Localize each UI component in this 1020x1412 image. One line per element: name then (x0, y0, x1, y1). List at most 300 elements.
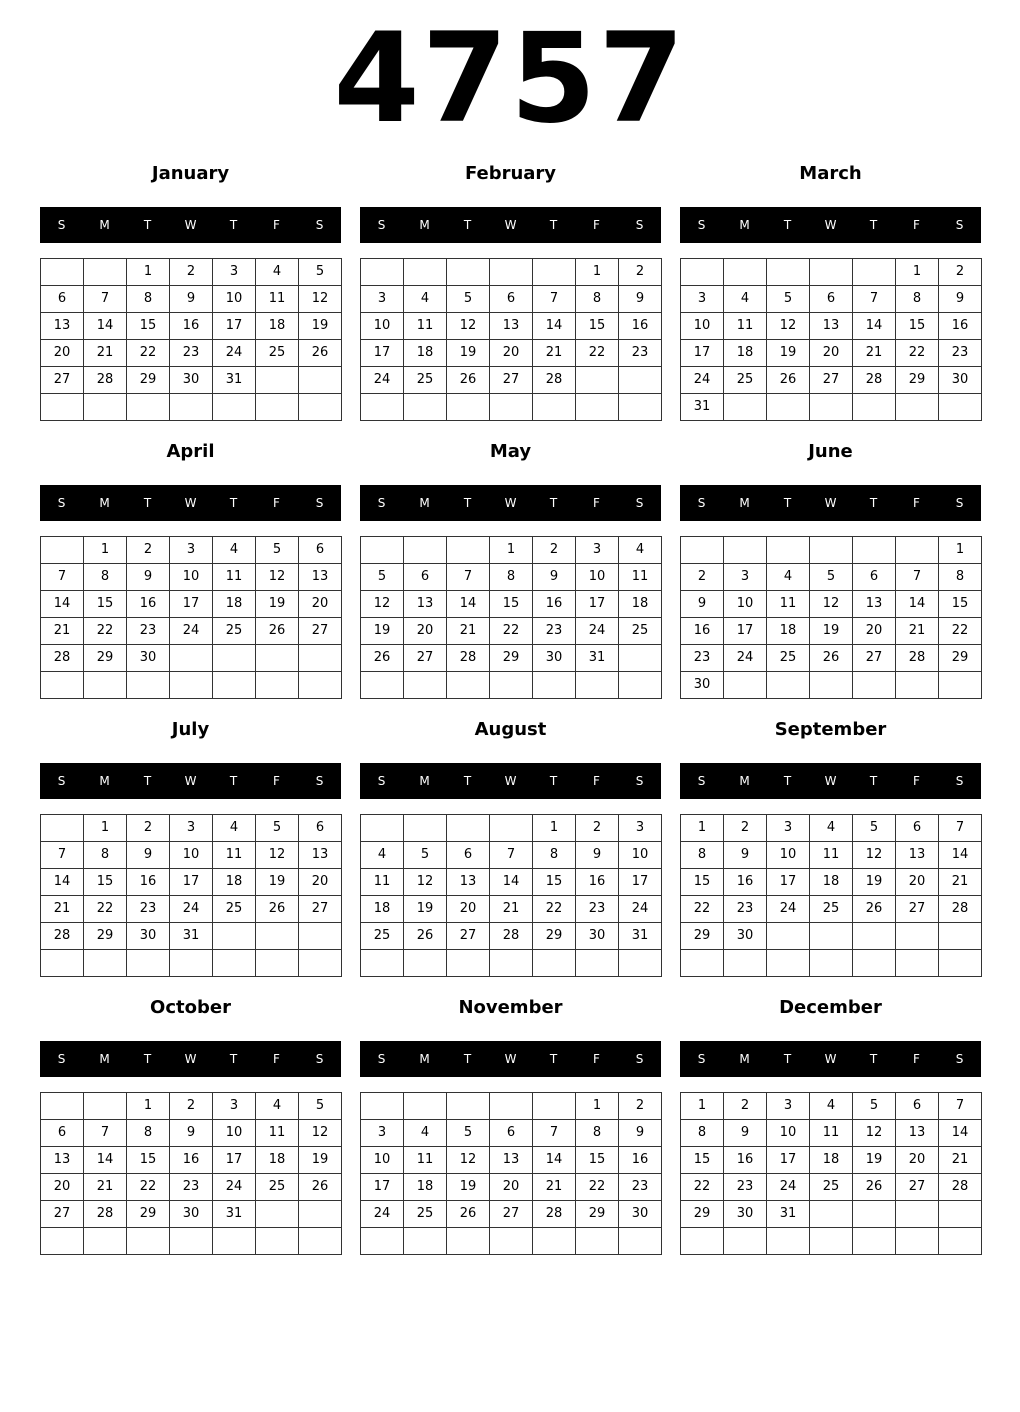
day-cell: 19 (299, 313, 342, 340)
week-row (41, 1228, 342, 1255)
day-cell: 7 (447, 564, 490, 591)
day-cell (767, 923, 810, 950)
weekday-label: S (315, 1052, 324, 1066)
week-row (41, 394, 342, 421)
month-august (360, 718, 661, 988)
day-cell: 18 (810, 869, 853, 896)
day-cell: 2 (170, 1093, 213, 1120)
day-cell: 13 (41, 313, 84, 340)
day-cell: 6 (447, 842, 490, 869)
day-cell: 17 (681, 340, 724, 367)
week-row (361, 1120, 662, 1147)
day-cell: 6 (490, 1120, 533, 1147)
month-title: March (799, 163, 862, 184)
day-cell: 12 (447, 1147, 490, 1174)
day-cell: 15 (490, 591, 533, 618)
weekday-header (40, 763, 341, 799)
day-cell (447, 815, 490, 842)
day-cell (84, 950, 127, 977)
weekday-label: M (419, 774, 430, 788)
week-row (41, 367, 342, 394)
day-cell: 19 (256, 591, 299, 618)
weekday-label: S (955, 496, 964, 510)
day-cell: 28 (939, 1174, 982, 1201)
weekday-label: W (184, 1052, 197, 1066)
weekday-label: T (783, 496, 792, 510)
day-cell: 22 (84, 618, 127, 645)
weekday-label: M (739, 1052, 750, 1066)
day-cell: 2 (576, 815, 619, 842)
month-march (680, 162, 981, 432)
weekday-label: F (593, 496, 600, 510)
weekday-label: S (697, 1052, 706, 1066)
day-cell: 17 (170, 869, 213, 896)
day-cell: 26 (767, 367, 810, 394)
day-cell: 4 (810, 815, 853, 842)
day-cell: 24 (576, 618, 619, 645)
day-cell (213, 1228, 256, 1255)
day-cell: 10 (576, 564, 619, 591)
day-cell: 25 (256, 1174, 299, 1201)
day-cell: 22 (127, 1174, 170, 1201)
day-cell (724, 1228, 767, 1255)
day-cell: 5 (853, 815, 896, 842)
day-cell: 23 (170, 1174, 213, 1201)
day-cell: 1 (127, 1093, 170, 1120)
day-cell: 8 (576, 1120, 619, 1147)
day-cell (256, 394, 299, 421)
day-cell: 30 (170, 367, 213, 394)
day-cell (681, 259, 724, 286)
day-cell (810, 394, 853, 421)
day-cell: 19 (767, 340, 810, 367)
week-row (681, 896, 982, 923)
day-cell: 1 (939, 537, 982, 564)
day-cell: 1 (576, 1093, 619, 1120)
weekday-label: T (549, 1052, 558, 1066)
day-cell: 3 (361, 1120, 404, 1147)
day-cell: 15 (681, 869, 724, 896)
day-cell: 28 (939, 896, 982, 923)
day-cell (810, 259, 853, 286)
day-cell: 3 (213, 259, 256, 286)
weekday-label: M (419, 218, 430, 232)
weekday-label: F (273, 218, 280, 232)
weekday-label: W (184, 774, 197, 788)
month-october (40, 996, 341, 1266)
day-cell (41, 950, 84, 977)
weekday-label: F (273, 774, 280, 788)
day-cell: 28 (533, 367, 576, 394)
day-cell: 16 (724, 1147, 767, 1174)
day-cell: 10 (361, 1147, 404, 1174)
day-cell: 5 (767, 286, 810, 313)
day-cell: 9 (681, 591, 724, 618)
weekday-label: S (635, 1052, 644, 1066)
day-cell: 2 (724, 815, 767, 842)
week-row (41, 537, 342, 564)
day-cell: 31 (213, 367, 256, 394)
day-cell (404, 394, 447, 421)
day-cell: 7 (939, 1093, 982, 1120)
week-row (41, 313, 342, 340)
day-cell: 7 (84, 286, 127, 313)
day-cell (533, 259, 576, 286)
day-cell: 21 (533, 1174, 576, 1201)
day-cell: 9 (724, 1120, 767, 1147)
day-cell: 21 (447, 618, 490, 645)
day-cell: 24 (170, 618, 213, 645)
day-cell (724, 394, 767, 421)
day-cell: 21 (896, 618, 939, 645)
weekday-label: M (99, 496, 110, 510)
day-cell: 17 (361, 340, 404, 367)
month-title: June (808, 441, 853, 462)
day-cell: 13 (810, 313, 853, 340)
day-cell: 13 (404, 591, 447, 618)
day-cell (447, 672, 490, 699)
weekday-label: T (229, 774, 238, 788)
day-cell: 26 (299, 340, 342, 367)
day-cell: 22 (576, 340, 619, 367)
week-row (41, 923, 342, 950)
weekday-label: T (463, 774, 472, 788)
day-cell (361, 815, 404, 842)
day-cell: 5 (256, 815, 299, 842)
weekday-label: M (739, 774, 750, 788)
day-cell: 30 (724, 923, 767, 950)
day-cell: 7 (853, 286, 896, 313)
week-row (41, 896, 342, 923)
week-row (361, 896, 662, 923)
day-cell (41, 259, 84, 286)
day-cell: 24 (724, 645, 767, 672)
day-cell: 28 (41, 645, 84, 672)
day-cell (490, 672, 533, 699)
day-cell: 12 (299, 1120, 342, 1147)
week-row (41, 564, 342, 591)
day-cell: 29 (84, 923, 127, 950)
week-row (361, 591, 662, 618)
day-cell: 4 (810, 1093, 853, 1120)
day-cell: 13 (490, 1147, 533, 1174)
day-cell: 18 (213, 869, 256, 896)
day-cell (84, 394, 127, 421)
day-cell: 23 (127, 618, 170, 645)
day-cell: 27 (299, 896, 342, 923)
weekday-label: T (869, 1052, 878, 1066)
day-cell: 20 (810, 340, 853, 367)
day-cell: 20 (299, 869, 342, 896)
day-cell (84, 672, 127, 699)
weekday-header (680, 763, 981, 799)
day-cell: 14 (84, 313, 127, 340)
day-cell (533, 672, 576, 699)
month-may (360, 440, 661, 710)
day-cell: 29 (490, 645, 533, 672)
day-cell (853, 950, 896, 977)
day-cell (576, 367, 619, 394)
day-cell: 7 (533, 286, 576, 313)
day-cell: 20 (490, 340, 533, 367)
day-cell (447, 1093, 490, 1120)
day-cell: 8 (939, 564, 982, 591)
weekday-label: T (869, 218, 878, 232)
day-cell: 12 (404, 869, 447, 896)
week-row (41, 1201, 342, 1228)
day-cell: 10 (681, 313, 724, 340)
week-row (41, 1174, 342, 1201)
day-cell: 20 (896, 869, 939, 896)
day-cell: 31 (213, 1201, 256, 1228)
day-cell (619, 367, 662, 394)
day-cell: 22 (533, 896, 576, 923)
day-cell (853, 1228, 896, 1255)
week-row (41, 950, 342, 977)
day-cell: 21 (84, 1174, 127, 1201)
weekday-label: S (57, 496, 66, 510)
day-cell: 4 (213, 815, 256, 842)
week-row (681, 1201, 982, 1228)
day-cell (939, 394, 982, 421)
day-cell: 8 (490, 564, 533, 591)
week-row (41, 672, 342, 699)
week-row (361, 259, 662, 286)
day-cell: 28 (533, 1201, 576, 1228)
day-cell (213, 923, 256, 950)
day-cell (767, 672, 810, 699)
day-cell (84, 259, 127, 286)
weekday-label: T (783, 1052, 792, 1066)
day-cell (853, 923, 896, 950)
day-cell: 13 (853, 591, 896, 618)
day-cell: 5 (810, 564, 853, 591)
day-cell (853, 672, 896, 699)
weekday-label: T (143, 218, 152, 232)
day-cell: 31 (576, 645, 619, 672)
day-cell: 27 (299, 618, 342, 645)
weekday-label: T (549, 496, 558, 510)
day-cell: 25 (256, 340, 299, 367)
day-cell (404, 950, 447, 977)
month-title: May (489, 441, 532, 462)
day-cell (853, 259, 896, 286)
day-cell (810, 537, 853, 564)
day-cell: 28 (896, 645, 939, 672)
day-cell: 17 (576, 591, 619, 618)
day-cell: 24 (767, 1174, 810, 1201)
week-row (361, 923, 662, 950)
day-cell: 11 (810, 842, 853, 869)
week-row (361, 618, 662, 645)
day-cell: 11 (361, 869, 404, 896)
day-cell (810, 1201, 853, 1228)
day-cell: 20 (299, 591, 342, 618)
day-cell (447, 394, 490, 421)
day-cell: 31 (170, 923, 213, 950)
day-cell (533, 1228, 576, 1255)
weekday-label: T (229, 496, 238, 510)
week-row (41, 591, 342, 618)
day-cell (299, 1201, 342, 1228)
weekday-label: S (57, 774, 66, 788)
day-cell: 27 (404, 645, 447, 672)
day-cell: 22 (84, 896, 127, 923)
week-row (361, 340, 662, 367)
day-cell (681, 1228, 724, 1255)
day-cell: 16 (619, 1147, 662, 1174)
weekday-label: T (549, 774, 558, 788)
day-cell: 30 (127, 645, 170, 672)
day-cell: 2 (939, 259, 982, 286)
day-cell (213, 950, 256, 977)
day-cell: 12 (256, 842, 299, 869)
day-cell: 5 (404, 842, 447, 869)
day-cell: 2 (533, 537, 576, 564)
day-grid (360, 814, 662, 977)
day-cell: 26 (256, 618, 299, 645)
month-title: February (464, 163, 557, 184)
day-cell: 19 (810, 618, 853, 645)
day-cell: 29 (939, 645, 982, 672)
day-cell: 18 (361, 896, 404, 923)
week-row (361, 313, 662, 340)
weekday-label: S (57, 1052, 66, 1066)
weekday-label: F (913, 774, 920, 788)
day-cell (361, 537, 404, 564)
day-cell: 2 (127, 537, 170, 564)
day-cell: 30 (619, 1201, 662, 1228)
weekday-label: T (143, 1052, 152, 1066)
day-grid (360, 536, 662, 699)
week-row (361, 815, 662, 842)
day-cell (576, 950, 619, 977)
day-cell: 29 (127, 367, 170, 394)
day-cell: 12 (810, 591, 853, 618)
day-cell: 23 (576, 896, 619, 923)
day-cell: 28 (853, 367, 896, 394)
day-cell (896, 950, 939, 977)
week-row (361, 1228, 662, 1255)
day-cell: 8 (681, 842, 724, 869)
day-cell: 29 (533, 923, 576, 950)
month-title: October (150, 997, 231, 1018)
day-grid (360, 258, 662, 421)
day-cell: 14 (533, 313, 576, 340)
day-cell: 1 (681, 1093, 724, 1120)
week-row (361, 367, 662, 394)
week-row (681, 591, 982, 618)
weekday-label: W (504, 496, 517, 510)
day-cell (404, 672, 447, 699)
day-cell: 23 (681, 645, 724, 672)
day-cell: 14 (533, 1147, 576, 1174)
day-cell: 8 (533, 842, 576, 869)
day-cell (896, 923, 939, 950)
day-cell: 27 (447, 923, 490, 950)
day-cell: 11 (213, 842, 256, 869)
day-cell (361, 1228, 404, 1255)
weekday-label: S (697, 496, 706, 510)
day-cell (724, 259, 767, 286)
day-cell: 16 (576, 869, 619, 896)
day-cell: 4 (724, 286, 767, 313)
day-grid (40, 258, 342, 421)
day-cell: 16 (170, 1147, 213, 1174)
day-cell: 31 (619, 923, 662, 950)
day-cell (299, 394, 342, 421)
day-cell: 18 (724, 340, 767, 367)
day-cell (939, 950, 982, 977)
day-cell (619, 394, 662, 421)
weekday-label: S (955, 1052, 964, 1066)
day-cell: 11 (404, 1147, 447, 1174)
week-row (41, 286, 342, 313)
day-cell: 25 (404, 1201, 447, 1228)
day-cell: 18 (404, 1174, 447, 1201)
month-september (680, 718, 981, 988)
day-cell (724, 537, 767, 564)
day-cell (299, 923, 342, 950)
weekday-label: S (315, 496, 324, 510)
weekday-label: M (99, 774, 110, 788)
day-cell: 25 (361, 923, 404, 950)
day-cell (256, 672, 299, 699)
weekday-label: S (377, 496, 386, 510)
day-cell: 25 (404, 367, 447, 394)
weekday-header (40, 485, 341, 521)
day-cell (256, 645, 299, 672)
day-cell: 23 (619, 340, 662, 367)
day-cell: 9 (939, 286, 982, 313)
weekday-label: S (57, 218, 66, 232)
day-cell (213, 394, 256, 421)
day-cell: 26 (853, 896, 896, 923)
weekday-label: W (504, 218, 517, 232)
week-row (681, 1147, 982, 1174)
day-cell: 9 (724, 842, 767, 869)
day-cell: 17 (767, 1147, 810, 1174)
day-cell: 4 (213, 537, 256, 564)
day-cell (896, 1201, 939, 1228)
day-cell (127, 394, 170, 421)
week-row (361, 1201, 662, 1228)
day-cell (724, 950, 767, 977)
day-cell (810, 923, 853, 950)
day-cell (576, 672, 619, 699)
day-cell (767, 259, 810, 286)
week-row (361, 672, 662, 699)
day-grid (680, 814, 982, 977)
day-cell: 29 (84, 645, 127, 672)
day-cell (361, 259, 404, 286)
day-cell: 27 (41, 1201, 84, 1228)
weekday-label: F (593, 774, 600, 788)
day-cell (127, 950, 170, 977)
day-cell: 15 (84, 869, 127, 896)
day-cell: 18 (213, 591, 256, 618)
day-cell (896, 394, 939, 421)
day-cell (939, 923, 982, 950)
day-cell: 26 (361, 645, 404, 672)
week-row (41, 259, 342, 286)
day-cell: 24 (619, 896, 662, 923)
day-cell: 25 (810, 1174, 853, 1201)
day-cell (896, 672, 939, 699)
week-row (41, 815, 342, 842)
day-cell: 16 (127, 591, 170, 618)
day-cell: 4 (619, 537, 662, 564)
